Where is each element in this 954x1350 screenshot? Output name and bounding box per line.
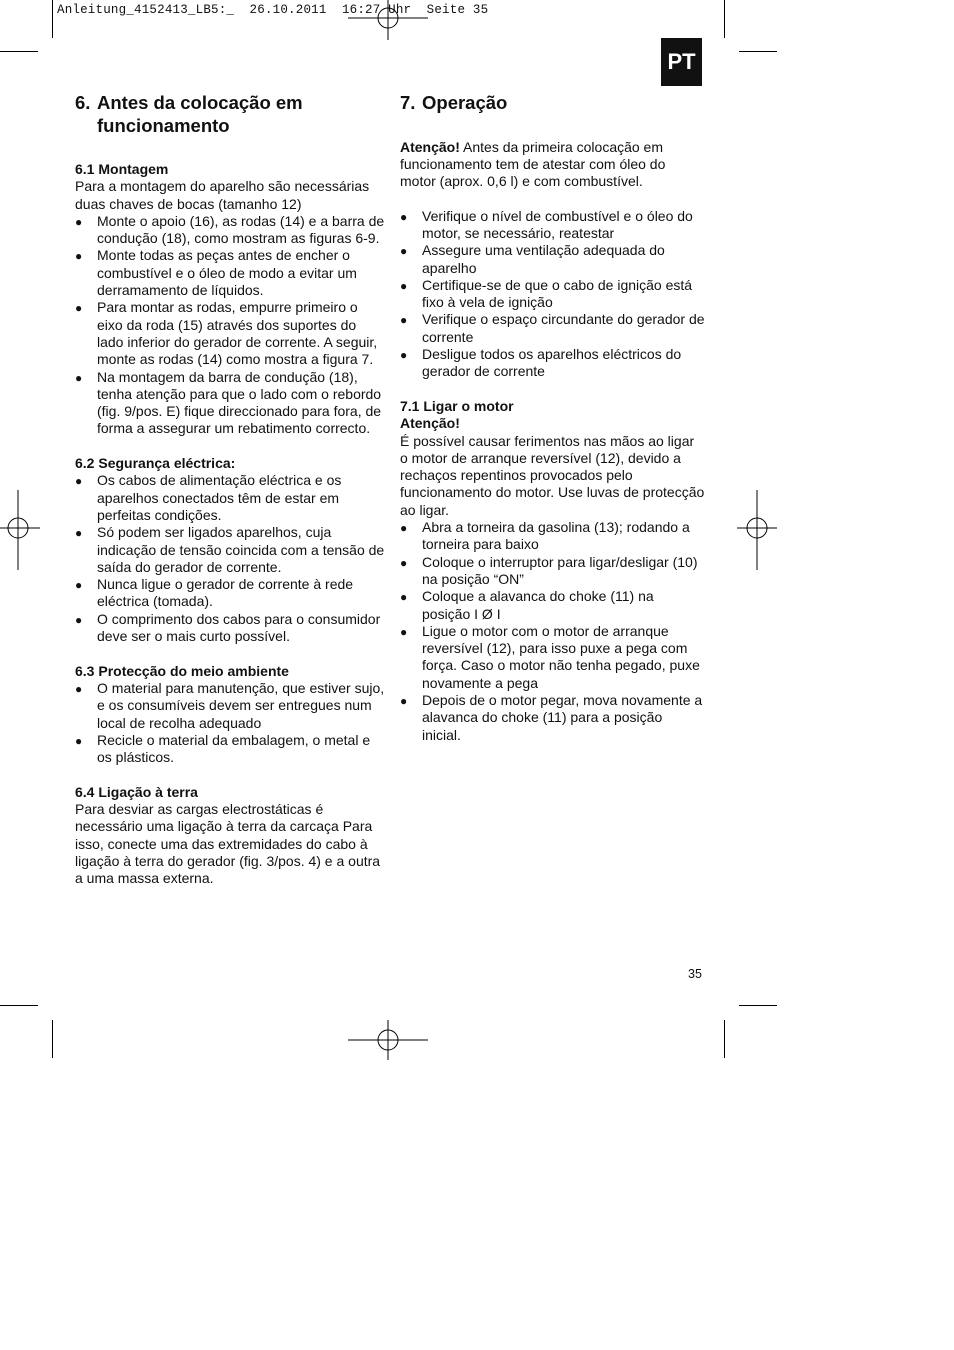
list-item: ● Para montar as rodas, empurre primeiro o eixo da roda (15) através dos suportes do lado inferior do gerador de corrente. A seguir, monte as rodas (14) como mostra a figura 7. (75, 299, 385, 368)
left-column (75, 92, 385, 905)
registration-mark-right (737, 490, 777, 570)
attention-note (400, 139, 705, 191)
section-6-2 (75, 455, 385, 645)
section-6-2-list (75, 472, 385, 645)
list-item: ● Ligue o motor com o motor de arranque reversível (12), para isso puxe a pega com força. Caso o motor não tenha pegado, puxe novamente a pega (400, 623, 705, 692)
list-item: ● Coloque a alavanca do choke (11) na posição I Ø I (400, 588, 705, 623)
registration-mark-bottom (348, 1020, 428, 1060)
list-item: ● Recicle o material da embalagem, o metal e os plásticos. (75, 732, 385, 767)
list-item: ● Só podem ser ligados aparelhos, cuja indicação de tensão coincida com a tensão de saída do gerador de corrente. (75, 524, 385, 576)
registration-mark-left (0, 490, 40, 570)
section-7-heading: 7. Operação (400, 92, 508, 113)
attention-text: Antes da primeira colocação em funcionamento tem de atestar com óleo do motor (aprox. 0,6 l) e com combustível. (400, 138, 666, 190)
section-6-1-title: 6.1 Montagem (75, 161, 169, 177)
list-item: ● Na montagem da barra de condução (18), tenha atenção para que o lado com o rebordo (fig. 9/pos. E) fique direccionado para fora, de forma a assegurar um rebatimento correcto. (75, 369, 385, 438)
section-6-4-text: Para desviar as cargas electrostáticas é necessário uma ligação à terra da carcaça Para isso, conecte uma das extremidades do cabo à ligação à terra do gerador (fig. 3/pos. 4) e a outra a uma massa externa. (75, 800, 381, 887)
list-item: ● Certifique-se de que o cabo de ignição está fixo à vela de ignição (400, 277, 705, 312)
right-column (400, 92, 705, 761)
list-item: ● Assegure uma ventilação adequada do aparelho (400, 242, 705, 277)
section-6-2-title: 6.2 Segurança eléctrica: (75, 455, 236, 472)
list-item: ● Monte todas as peças antes de encher o combustível e o óleo de modo a evitar um derramamento de líquidos. (75, 247, 385, 299)
section-7-1-list (400, 519, 705, 744)
language-badge: PT (661, 38, 702, 86)
page-number: 35 (688, 967, 702, 981)
list-item: ● Nunca ligue o gerador de corrente à rede eléctrica (tomada). (75, 576, 385, 611)
list-item: ● Verifique o nível de combustível e o óleo do motor, se necessário, reatestar (400, 208, 705, 243)
section-7-1-attention: Atenção! (400, 415, 460, 432)
crop-mark (0, 51, 38, 52)
section-7-1 (400, 398, 705, 744)
crop-mark (52, 1020, 53, 1058)
crop-mark (52, 0, 53, 38)
print-slug: Anleitung_4152413_LB5:_ 26.10.2011 16:27 Uhr Seite 35 (57, 3, 489, 17)
list-item: ● O comprimento dos cabos para o consumidor deve ser o mais curto possível. (75, 611, 385, 646)
list-item: ● Os cabos de alimentação eléctrica e os aparelhos conectados têm de estar em perfeitas condições. (75, 472, 385, 524)
registration-mark-top (348, 0, 428, 40)
section-7-1-text: É possível causar ferimentos nas mãos ao ligar o motor de arranque reversível (12), devido a rechaços repentinos provocados pelo funcionamento do motor. Use luvas de protecção ao ligar. (400, 432, 705, 518)
crop-mark (724, 1020, 725, 1058)
section-6-1-intro: Para a montagem do aparelho são necessárias duas chaves de bocas (tamanho 12) (75, 178, 370, 212)
section-6-1-list (75, 213, 385, 438)
crop-mark (739, 1005, 777, 1006)
section-6-3-title: 6.3 Protecção do meio ambiente (75, 662, 289, 679)
check-list (400, 208, 705, 381)
crop-mark (0, 1005, 38, 1006)
section-6-1 (75, 161, 385, 438)
list-item: ● Abra a torneira da gasolina (13); rodando a torneira para baixo (400, 519, 705, 554)
list-item: ● Monte o apoio (16), as rodas (14) e a barra de condução (18), como mostram as figuras 6-9. (75, 213, 385, 248)
list-item: ● Verifique o espaço circundante do gerador de corrente (400, 311, 705, 346)
attention-label: Atenção! (400, 138, 460, 155)
list-item: ● Coloque o interruptor para ligar/desligar (10) na posição “ON” (400, 554, 705, 589)
section-6-4-title: 6.4 Ligação à terra (75, 783, 198, 800)
section-7-1-title: 7.1 Ligar o motor (400, 397, 514, 414)
list-item: ● Depois de o motor pegar, mova novamente a alavanca do choke (11) para a posição inicial. (400, 692, 705, 744)
section-6-3 (75, 663, 385, 767)
list-item: ● Desligue todos os aparelhos eléctricos do gerador de corrente (400, 346, 705, 381)
list-item: ● O material para manutenção, que estiver sujo, e os consumíveis devem ser entregues num local de recolha adequado (75, 680, 385, 732)
section-6-heading: 6. Antes da colocação em funcionamento (75, 92, 303, 136)
crop-mark (724, 0, 725, 38)
section-6-3-list (75, 680, 385, 766)
section-6-4 (75, 784, 385, 888)
crop-mark (739, 51, 777, 52)
